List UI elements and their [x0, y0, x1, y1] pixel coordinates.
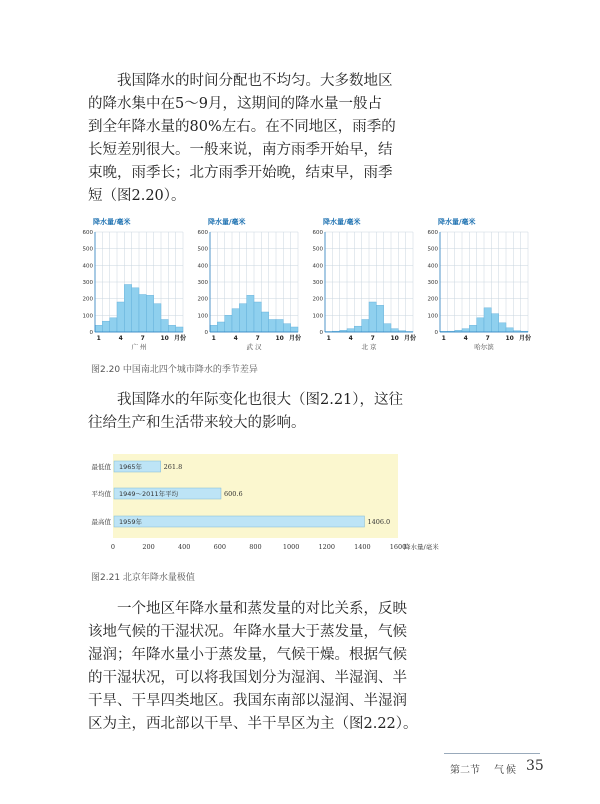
- precip-bar: [369, 302, 376, 332]
- precip-bar: [276, 320, 283, 333]
- y-tick-label: 600: [312, 230, 323, 236]
- precip-bar: [491, 314, 498, 332]
- x-tick-label: 1: [441, 335, 446, 342]
- x-tick-label: 0: [110, 543, 116, 551]
- text-line: 干旱、干旱四类地区。我国东南部以湿润、半湿润: [88, 693, 407, 709]
- y-tick-label: 200: [197, 296, 208, 303]
- text-line: 我国降水的时间分配也不均匀。大多数地区: [117, 73, 393, 89]
- text-line: 我国降水的年际变化也很大（图2.21），这往: [117, 392, 404, 408]
- bar-label: 1965年: [119, 463, 143, 471]
- precip-bar: [391, 329, 398, 332]
- y-tick-label: 0: [319, 330, 323, 336]
- y-axis-label: 降水量/毫米: [93, 218, 131, 226]
- footer-divider: [444, 753, 540, 754]
- y-tick-label: 400: [427, 263, 438, 270]
- text-line: 长短差别很大。一般来说，南方雨季开始早，结: [88, 142, 393, 158]
- precip-bar: [462, 329, 469, 332]
- bar-label: 1959年: [119, 518, 143, 526]
- precip-bar: [291, 327, 298, 332]
- x-tick-label: 10: [160, 335, 169, 342]
- precip-bar: [261, 312, 268, 332]
- precip-bar: [254, 302, 261, 332]
- precip-bar: [132, 288, 139, 332]
- city-name: 广 州: [131, 343, 147, 351]
- precip-bar: [139, 295, 146, 333]
- y-tick-label: 500: [312, 246, 323, 253]
- x-tick-label: 4: [233, 335, 238, 342]
- text-line: 到全年降水量的80%左右。在不同地区，雨季的: [88, 119, 396, 135]
- precip-bar: [102, 321, 109, 332]
- x-tick-label: 1000: [282, 543, 300, 551]
- figure-2-20-seasonal-charts: [82, 214, 532, 374]
- y-tick-label: 400: [312, 263, 323, 270]
- x-tick-label: 600: [213, 543, 227, 551]
- city-name: 哈尔滨: [474, 343, 494, 351]
- text-line: 湿润；年降水量小于蒸发量，气候干燥。根据气候: [88, 647, 407, 663]
- text-line: 的降水集中在5～9月，这期间的降水量一般占: [88, 96, 382, 112]
- precip-bar: [154, 304, 161, 332]
- y-tick-label: 0: [89, 330, 93, 336]
- y-tick-label: 600: [82, 230, 93, 236]
- category-label: 最高值: [91, 518, 111, 526]
- text-line: 该地气候的干湿状况。年降水量大于蒸发量，气候: [88, 624, 407, 640]
- y-tick-label: 200: [312, 296, 323, 303]
- y-tick-label: 0: [434, 330, 438, 336]
- text-line: 区为主，西北部以干旱、半干旱区为主（图2.22）。: [88, 716, 418, 732]
- precip-bar: [225, 315, 232, 332]
- precip-bar: [506, 328, 513, 332]
- y-axis-label: 降水量/毫米: [208, 218, 246, 226]
- x-tick-label: 4: [463, 335, 468, 342]
- city-name: 武 汉: [246, 343, 262, 351]
- precip-bar: [124, 285, 131, 333]
- x-tick-label: 1: [326, 335, 331, 342]
- x-tick-label: 4: [118, 335, 123, 342]
- precip-bar: [269, 320, 276, 333]
- y-tick-label: 600: [427, 230, 438, 236]
- precip-bar: [239, 304, 246, 332]
- figure-2-21-extremes-chart: [80, 448, 500, 566]
- precip-bar: [484, 308, 491, 332]
- city-chart: [198, 217, 302, 351]
- precip-bar: [469, 325, 476, 332]
- x-unit-label: 月份: [289, 335, 302, 342]
- x-tick-label: 200: [142, 543, 155, 551]
- y-tick-label: 200: [427, 296, 438, 303]
- precip-bar: [347, 329, 354, 332]
- category-label: 最低值: [91, 463, 111, 471]
- x-tick-label: 1200: [318, 543, 336, 551]
- precip-bar: [247, 295, 254, 332]
- x-tick-label: 10: [505, 335, 514, 342]
- y-tick-label: 400: [82, 263, 93, 270]
- city-chart: [428, 217, 532, 351]
- paragraph-dry-wet-regions: [88, 598, 508, 736]
- x-unit-label: 月份: [174, 335, 187, 342]
- text-line: 短（图2.20）。: [88, 188, 186, 204]
- precip-bar: [95, 325, 102, 332]
- y-tick-label: 300: [82, 280, 93, 286]
- text-line: 一个地区年降水量和蒸发量的对比关系，反映: [117, 601, 407, 617]
- figure-caption-2-21: 图2.21 北京年降水量极值: [91, 573, 195, 583]
- y-tick-label: 300: [197, 280, 208, 286]
- x-tick-label: 1: [96, 335, 101, 342]
- text-line: 的干湿状况，可以将我国划分为湿润、半湿润、半: [88, 670, 407, 686]
- x-unit-label: 月份: [519, 335, 532, 342]
- y-tick-label: 300: [312, 280, 323, 286]
- precip-bar: [110, 318, 117, 332]
- y-tick-label: 100: [197, 313, 208, 320]
- extreme-bar: [114, 516, 364, 527]
- text-line: 束晚，雨季长；北方雨季开始晚，结束早，雨季: [88, 165, 393, 181]
- precip-bar: [283, 324, 290, 332]
- data-label: 600.6: [223, 490, 243, 498]
- y-tick-label: 200: [82, 296, 93, 303]
- y-tick-label: 600: [197, 230, 208, 236]
- x-tick-label: 1600: [389, 543, 407, 551]
- x-tick-label: 400: [178, 543, 191, 551]
- precip-bar: [146, 295, 153, 332]
- precip-bar: [354, 326, 361, 332]
- y-axis-label: 降水量/毫米: [323, 218, 361, 226]
- x-tick-label: 10: [275, 335, 284, 342]
- page-number: 35: [526, 758, 544, 774]
- x-tick-label: 1400: [354, 543, 371, 551]
- city-chart: [313, 217, 417, 351]
- city-chart: [83, 217, 187, 351]
- x-axis-label: 降水量/毫米: [404, 543, 439, 551]
- x-tick-label: 7: [370, 335, 375, 342]
- page-footer: [444, 759, 554, 775]
- precip-bar: [161, 320, 168, 333]
- precip-bar: [499, 323, 506, 332]
- precip-bar: [210, 325, 217, 332]
- paragraph-time-distribution: [88, 70, 508, 208]
- x-unit-label: 月份: [404, 335, 417, 342]
- y-tick-label: 100: [427, 313, 438, 320]
- paragraph-interannual-variation: [88, 389, 508, 435]
- x-tick-label: 7: [485, 335, 490, 342]
- y-tick-label: 100: [82, 313, 93, 320]
- y-tick-label: 400: [197, 263, 208, 270]
- precip-bar: [384, 324, 391, 332]
- x-tick-label: 7: [255, 335, 260, 342]
- y-tick-label: 500: [197, 246, 208, 253]
- x-tick-label: 10: [390, 335, 399, 342]
- x-tick-label: 7: [140, 335, 145, 342]
- precip-bar: [362, 320, 369, 333]
- precip-bar: [232, 309, 239, 332]
- x-tick-label: 1: [211, 335, 216, 342]
- y-tick-label: 100: [312, 313, 323, 320]
- precip-bar: [376, 305, 383, 332]
- footer-section: 第二节: [450, 765, 480, 776]
- text-line: 往给生产和生活带来较大的影响。: [88, 415, 306, 431]
- y-axis-label: 降水量/毫米: [438, 218, 476, 226]
- city-name: 北 京: [361, 343, 377, 351]
- y-tick-label: 300: [427, 280, 438, 286]
- x-tick-label: 800: [249, 543, 262, 551]
- data-label: 261.8: [163, 463, 183, 471]
- precip-bar: [477, 318, 484, 332]
- y-tick-label: 500: [427, 246, 438, 253]
- footer-topic: 气候: [494, 765, 518, 776]
- precip-bar: [168, 325, 175, 332]
- data-label: 1406.0: [367, 518, 391, 526]
- precip-bar: [217, 322, 224, 332]
- category-label: 平均值: [91, 490, 111, 498]
- x-tick-label: 4: [348, 335, 353, 342]
- precip-bar: [176, 327, 183, 332]
- y-tick-label: 500: [82, 246, 93, 253]
- precip-bar: [117, 302, 124, 332]
- figure-caption-2-20: 图2.20 中国南北四个城市降水的季节差异: [91, 365, 258, 375]
- bar-label: 1949～2011年平均: [119, 490, 179, 498]
- y-tick-label: 0: [204, 330, 208, 336]
